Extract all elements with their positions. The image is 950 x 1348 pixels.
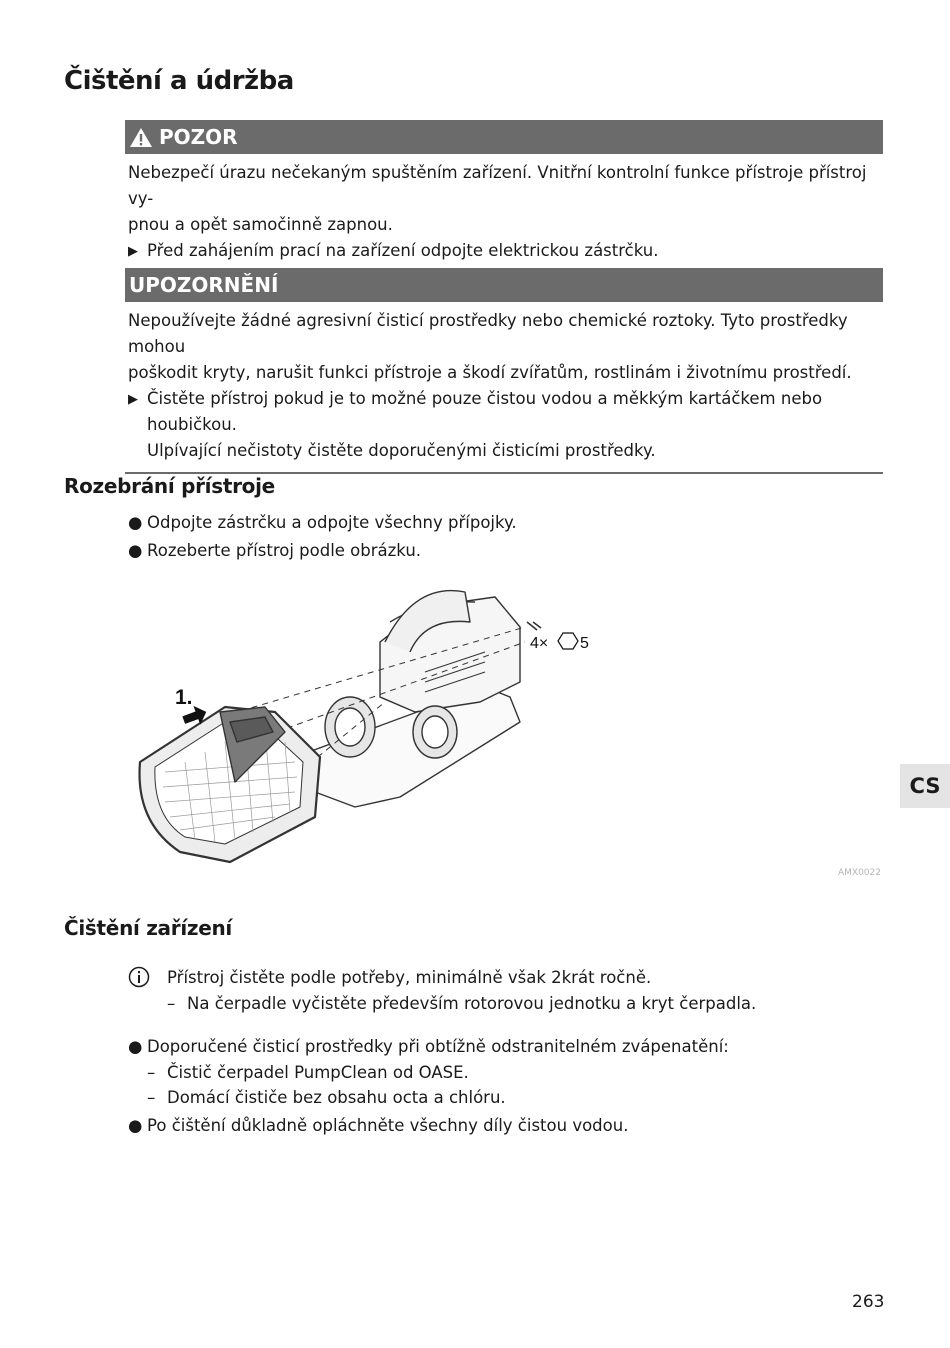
bullet-icon: ● xyxy=(128,513,143,532)
notice-text-line: Nepoužívejte žádné agresivní čisticí prostředky nebo chemické roztoky. Tyto prostředky mohou xyxy=(128,311,848,356)
info-subitem-text: Na čerpadle vyčistěte především rotorovou jednotku a kryt čerpadla. xyxy=(187,994,757,1013)
notice-action-line: Ulpívající nečistoty čistěte doporučenými čisticími prostředky. xyxy=(147,441,656,460)
notice-action xyxy=(128,386,880,464)
page-title: Čištění a údržba xyxy=(64,66,294,96)
dash-marker: – xyxy=(167,994,176,1013)
list-item xyxy=(128,538,421,564)
sub-list-item-text: Domácí čističe bez obsahu octa a chlóru. xyxy=(167,1088,506,1107)
caution-text-line: Nebezpečí úrazu nečekaným spuštěním zařízení. Vnitřní kontrolní funkce přístroje přístroj vy- xyxy=(128,163,867,208)
notice-action-text xyxy=(147,386,880,464)
sub-list-item xyxy=(147,1085,506,1111)
info-text: Přístroj čistěte podle potřeby, minimálně však 2krát ročně. xyxy=(167,968,652,987)
caution-action-text: Před zahájením prací na zařízení odpojte elektrickou zástrčku. xyxy=(147,241,659,260)
page-number: 263 xyxy=(852,1292,885,1312)
arrow-bullet-icon: ▶ xyxy=(128,244,138,259)
list-item-text: Doporučené čisticí prostředky při obtížně odstranitelném zvápenatění: xyxy=(147,1037,729,1056)
caution-body xyxy=(125,154,883,275)
info-icon xyxy=(128,966,150,988)
bullet-icon: ● xyxy=(128,541,143,560)
arrow-bullet-icon: ▶ xyxy=(128,392,138,407)
list-item-text: Rozeberte přístroj podle obrázku. xyxy=(147,541,422,560)
sub-list-item-text: Čistič čerpadel PumpClean od OASE. xyxy=(167,1063,469,1082)
sub-list-item xyxy=(147,1060,469,1086)
screw-count: 4× xyxy=(530,635,549,652)
caution-heading: POZOR xyxy=(159,125,238,149)
info-subitem xyxy=(167,991,756,1017)
notice-heading: UPOZORNĚNÍ xyxy=(129,273,279,297)
tool-size: 5 xyxy=(580,635,589,652)
pump-disassembly-figure xyxy=(125,582,885,882)
notice-action-line: Čistěte přístroj pokud je to možné pouze čistou vodou a měkkým kartáčkem nebo houbičkou. xyxy=(147,389,823,434)
caution-action xyxy=(128,238,880,265)
step-label: 1. xyxy=(175,686,193,709)
list-item xyxy=(128,510,517,536)
list-item-text: Po čištění důkladně opláchněte všechny díly čistou vodou. xyxy=(147,1116,629,1135)
figure-code: AMX0022 xyxy=(838,868,881,878)
notice-header xyxy=(125,268,883,302)
warning-triangle-icon xyxy=(129,127,153,148)
list-item xyxy=(128,1113,628,1139)
caution-header xyxy=(125,120,883,154)
cleaning-heading: Čištění zařízení xyxy=(64,916,232,940)
notice-box xyxy=(125,268,883,474)
caution-text-line: pnou a opět samočinně zapnou. xyxy=(128,215,393,234)
dash-marker: – xyxy=(147,1088,156,1107)
bullet-icon: ● xyxy=(128,1116,143,1135)
list-item-text: Odpojte zástrčku a odpojte všechny přípojky. xyxy=(147,513,517,532)
language-tab: CS xyxy=(900,764,950,808)
disassembly-heading: Rozebrání přístroje xyxy=(64,474,275,498)
dash-marker: – xyxy=(147,1063,156,1082)
list-item xyxy=(128,1034,729,1060)
caution-box xyxy=(125,120,883,275)
bullet-icon: ● xyxy=(128,1037,143,1056)
hex-key-icon xyxy=(558,633,578,649)
notice-body xyxy=(125,302,883,474)
notice-text-line: poškodit kryty, narušit funkci přístroje a škodí zvířatům, rostlinám i životnímu prostředí. xyxy=(128,363,852,382)
screw-icon xyxy=(527,622,541,630)
